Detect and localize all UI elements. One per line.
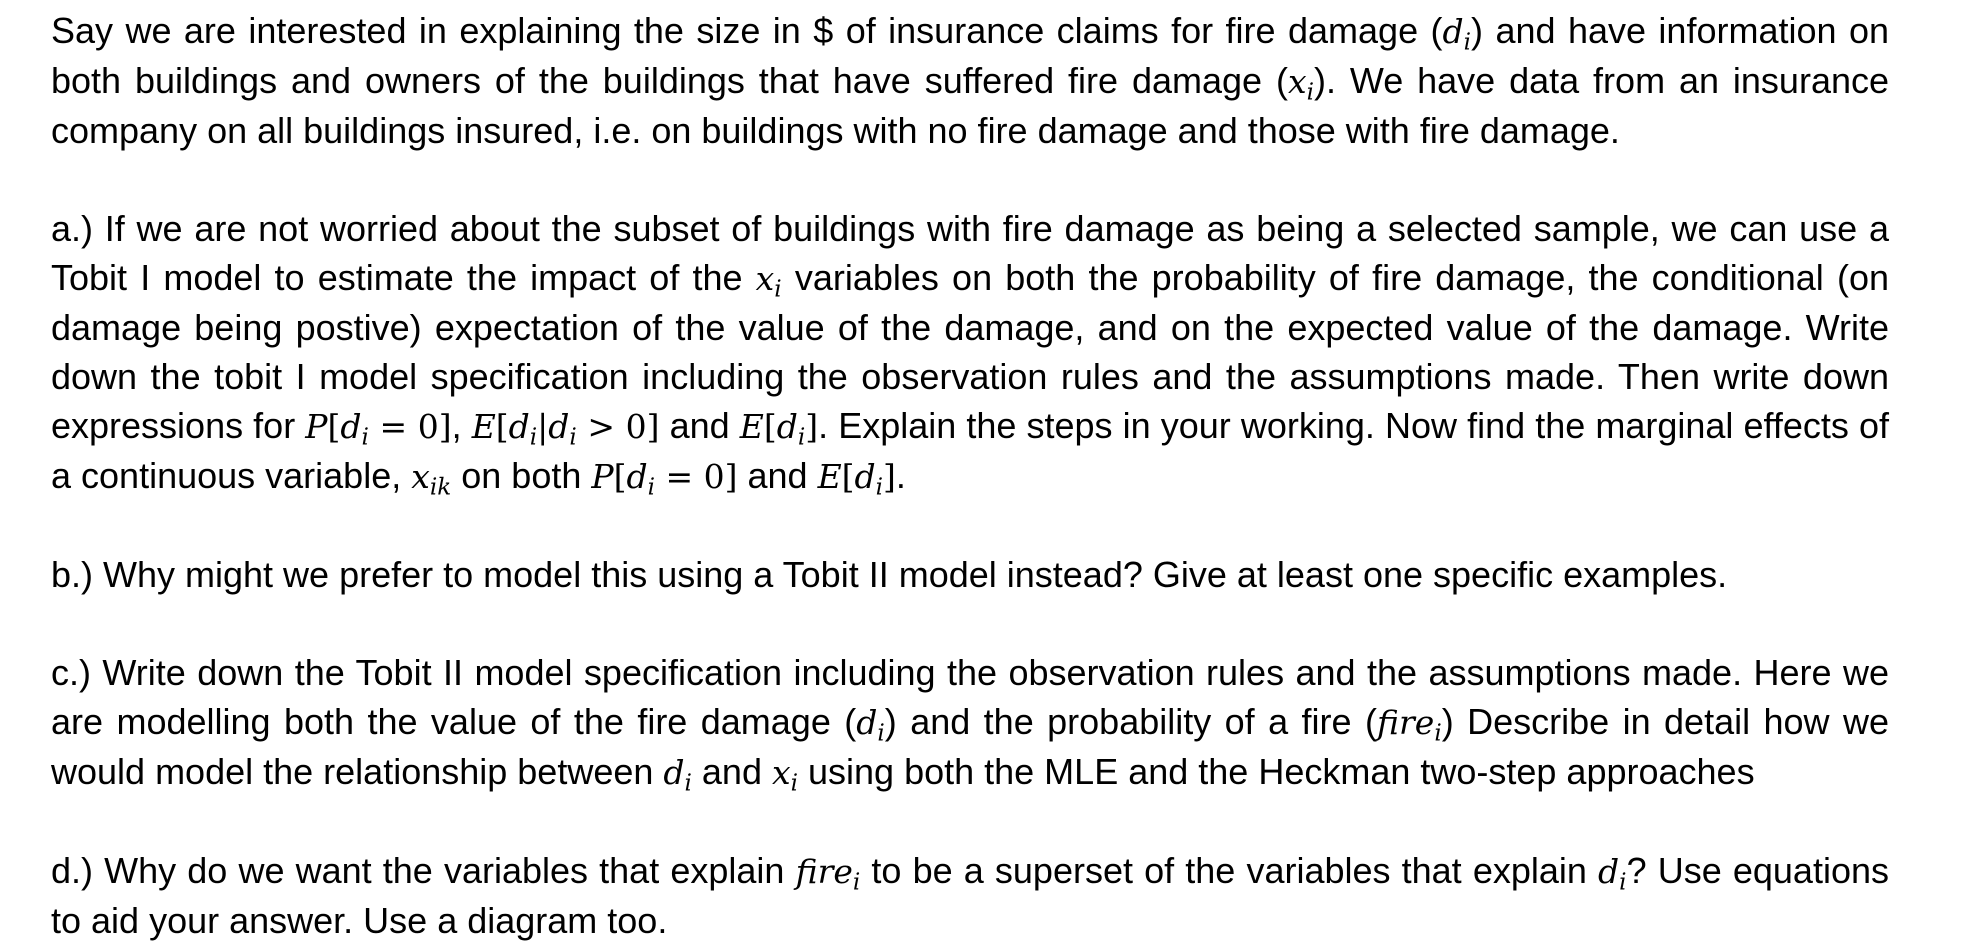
math-x-i: $x_i$ xyxy=(1287,62,1314,106)
math-d-i: $d_i$ xyxy=(1598,852,1627,896)
math-d-i: $d_i$ xyxy=(663,753,692,797)
math-expectation: $E[d_i]$ xyxy=(817,457,896,501)
question-d-paragraph: d.) Why do we want the variables that explain fire$_i$ to be a superset of the variables that explain $d_i$? Use equations to aid your answer. Use a diagram too. xyxy=(51,850,1889,941)
document-page xyxy=(51,6,1889,945)
math-prob-d-zero: $P[d_i = 0]$ xyxy=(591,457,738,501)
question-b-paragraph: b.) Why might we prefer to model this using a Tobit II model instead? Give at least one specific examples. xyxy=(51,554,1728,595)
intro-paragraph: Say we are interested in explaining the size in $ of insurance claims for fire damage $(d_i)$ and have information on both buildings and owners of the buildings that have suffered fire damage $(x_i)$. We have data from an insurance company on all buildings insured, i.e. on buildings with no fire damage and those with fire damage. xyxy=(51,10,1890,151)
math-fire-i: fire$_i$ xyxy=(795,852,861,896)
math-d-i: $d_i$ xyxy=(856,703,885,747)
math-cond-expectation: $E[d_i|d_i > 0]$ xyxy=(471,407,660,451)
question-c-paragraph: c.) Write down the Tobit II model specification including the observation rules and the assumptions made. Here we are modelling both the value of the fire damage $(d_i)$ and the probability of a fire (fire$_i$) Describe in detail how we would model the relationship between $d_i$ and $x_i$ using both the MLE and the Heckman two-step approaches xyxy=(51,652,1889,797)
math-prob-d-zero: $P[d_i = 0]$ xyxy=(305,407,452,451)
math-fire-i: fire$_i$ xyxy=(1376,703,1442,747)
math-x-i: $x_i$ xyxy=(755,259,782,303)
math-d-i: $d_i$ xyxy=(1442,12,1472,56)
question-a-paragraph: a.) If we are not worried about the subset of buildings with fire damage as being a selected sample, we can use a Tobit I model to estimate the impact of the $x_i$ variables on both the probability of fire damage, the conditional (on damage being postive) expectation of the value of the damage, and on the expected value of the damage. Write down the tobit I model specification including the observation rules and the assumptions made. Then write down expressions for $P[d_i = 0]$, $E[d_i|d_i > 0]$ and $E[d_i]$. Explain the steps in your working. Now find the marginal effects of a continuous variable, $x_{ik}$ on both $P[d_i = 0]$ and $E[d_i]$. xyxy=(51,208,1890,501)
math-x-i: $x_i$ xyxy=(771,753,798,797)
math-expectation: $E[d_i]$ xyxy=(739,407,819,451)
math-x-ik: $x_{ik}$ xyxy=(411,457,452,501)
